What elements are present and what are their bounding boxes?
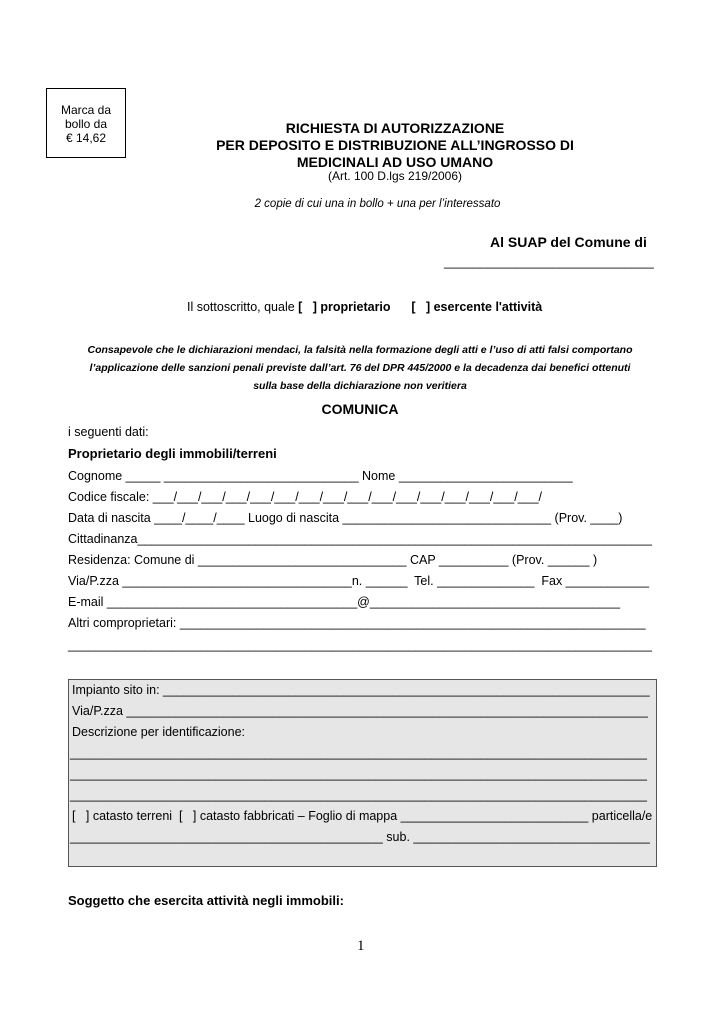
- undersigned-row: [187, 300, 542, 314]
- cognome-nome-field[interactable]: Cognome _____ ____________________________ Nome _________________________: [68, 469, 573, 483]
- stamp-line-1: Marca da: [60, 103, 112, 117]
- plant-address-field[interactable]: Via/P.zza ___________________________________________________________________________: [72, 704, 648, 718]
- description-line-2[interactable]: ___________________________________________________________________________________: [70, 767, 648, 781]
- cadastre-sub-field[interactable]: _____________________________________________ sub. __________________________________: [70, 830, 650, 844]
- title-line-1: RICHIESTA DI AUTORIZZAZIONE: [285, 120, 505, 136]
- disclaimer-line-1: Consapevole che le dichiarazioni mendaci, la falsità nella formazione degli atti e l’uso di atti falsi comportano: [87, 344, 633, 356]
- description-line-3[interactable]: ___________________________________________________________________________________: [70, 788, 648, 802]
- undersigned-prefix: Il sottoscritto, quale: [187, 300, 299, 314]
- stamp-line-2: bollo da: [64, 117, 108, 131]
- comunica-heading: COMUNICA: [321, 401, 399, 417]
- comproprietari-field[interactable]: Altri comproprietari: ___________________________________________________________________: [68, 616, 646, 630]
- plant-location-box: [68, 679, 657, 867]
- birth-data-field[interactable]: Data di nascita ____/____/____ Luogo di nascita ______________________________ (Prov. ____): [68, 511, 623, 525]
- copies-note: 2 copie di cui una in bollo + una per l’interessato: [254, 198, 501, 210]
- disclaimer-line-2: l’applicazione delle sanzioni penali previste dall’art. 76 del DPR 445/2000 e la decadenza dai benefici ottenuti: [89, 362, 631, 374]
- recipient-label: Al SUAP del Comune di: [490, 234, 647, 250]
- residenza-field[interactable]: Residenza: Comune di ______________________________ CAP __________ (Prov. ______ ): [68, 553, 598, 567]
- impianto-field[interactable]: Impianto sito in: ______________________________________________________________________: [72, 683, 650, 697]
- subject-heading: Soggetto che esercita attività negli immobili:: [68, 893, 344, 908]
- comproprietari-extra-line[interactable]: ____________________________________________________________________________________: [68, 638, 652, 652]
- law-reference: (Art. 100 D.lgs 219/2006): [327, 169, 463, 183]
- disclaimer-line-3: sulla base della dichiarazione non veritiera: [253, 380, 467, 392]
- operator-checkbox[interactable]: [ ] esercente l'attività: [411, 300, 543, 314]
- cadastre-field[interactable]: [ ] catasto terreni [ ] catasto fabbricati – Foglio di mappa ___________________________ particella/e: [72, 809, 653, 823]
- owner-section-heading: Proprietario degli immobili/terreni: [68, 446, 277, 461]
- email-field[interactable]: E-mail ____________________________________@____________________________________: [68, 595, 621, 609]
- following-data-label: i seguenti dati:: [68, 425, 149, 439]
- codice-fiscale-field[interactable]: Codice fiscale: ___/___/___/___/___/___/___/___/___/___/___/___/___/___/___/___/: [68, 490, 543, 504]
- owner-checkbox[interactable]: [ ] proprietario: [298, 300, 391, 314]
- cittadinanza-field[interactable]: Cittadinanza__________________________________________________________________________: [68, 532, 652, 546]
- recipient-line[interactable]: _____________________________: [444, 254, 654, 269]
- description-label: Descrizione per identificazione:: [72, 725, 246, 739]
- stamp-line-3: € 14,62: [65, 131, 107, 145]
- address-phone-fax-field[interactable]: Via/P.zza _________________________________n. ______ Tel. ______________ Fax ____________: [68, 574, 650, 588]
- stamp-box: [46, 88, 126, 158]
- description-line-1[interactable]: ___________________________________________________________________________________: [70, 746, 648, 760]
- title-line-3: MEDICINALI AD USO UMANO: [296, 154, 494, 170]
- page-number: 1: [357, 938, 365, 954]
- title-line-2: PER DEPOSITO E DISTRIBUZIONE ALL’INGROSSO DI: [216, 137, 574, 153]
